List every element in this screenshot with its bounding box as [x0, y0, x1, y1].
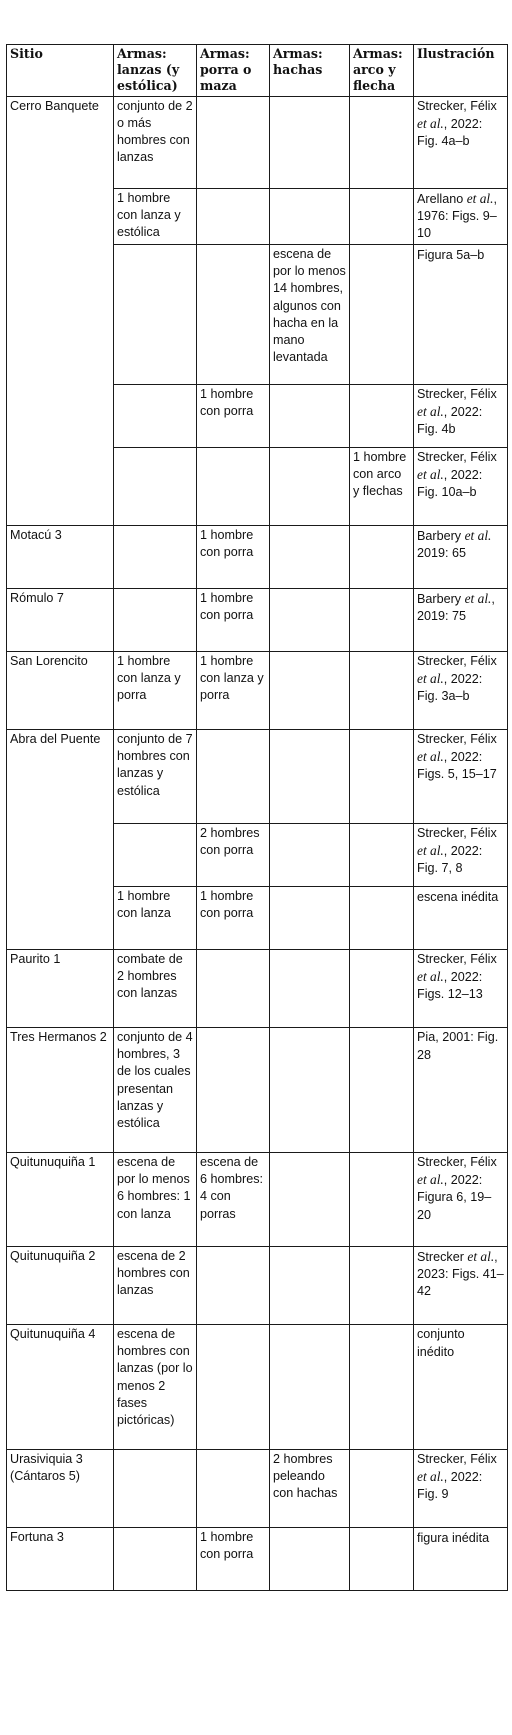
table-row	[7, 1450, 508, 1528]
citation-year: , 2023: Figs. 41–42	[417, 1250, 504, 1299]
weapons-table	[6, 44, 508, 1591]
cell-porra: 1 hombre con lanza y porra	[197, 652, 270, 730]
table-row	[7, 1247, 508, 1325]
cell-porra	[197, 1325, 270, 1450]
header-row	[7, 45, 508, 97]
citation-text: Strecker, Félix	[417, 952, 497, 967]
cell-hachas	[270, 97, 350, 189]
cell-ilustracion	[414, 97, 508, 189]
cell-lanzas: 1 hombre con lanza y porra	[114, 652, 197, 730]
table-row	[7, 1528, 508, 1591]
header-sitio: Sitio	[7, 45, 114, 97]
citation-text: Strecker, Félix	[417, 1452, 497, 1467]
citation-text: Strecker, Félix	[417, 99, 497, 113]
citation-year: , 2022: Fig. 3a–b	[417, 672, 483, 704]
cell-hachas	[270, 1528, 350, 1591]
citation-text: Barbery	[417, 592, 465, 607]
citation-text: Arellano	[417, 192, 467, 206]
table-row	[7, 1325, 508, 1450]
cell-ilustracion	[414, 950, 508, 1028]
table-row	[7, 1028, 508, 1153]
cell-hachas: escena de por lo menos 14 hombres, algunos con hacha en la mano levantada	[270, 245, 350, 385]
cell-arco	[350, 97, 414, 189]
citation-year: , 2022: Fig. 10a–b	[417, 468, 483, 500]
cell-ilustracion	[414, 1153, 508, 1247]
cell-porra	[197, 1247, 270, 1325]
cell-hachas	[270, 824, 350, 887]
citation-year: , 2019: 75	[417, 592, 495, 624]
cell-hachas	[270, 1153, 350, 1247]
cell-hachas	[270, 887, 350, 950]
header-arco: Armas: arco y flecha	[350, 45, 414, 97]
cell-hachas	[270, 448, 350, 526]
cell-porra: escena de 6 hombres: 4 con porras	[197, 1153, 270, 1247]
cell-sitio: Paurito 1	[7, 950, 114, 1028]
cell-arco	[350, 1528, 414, 1591]
cell-lanzas: 1 hombre con lanza y estólica	[114, 189, 197, 245]
citation-etal: et al.	[417, 671, 444, 687]
cell-hachas	[270, 1028, 350, 1153]
cell-lanzas	[114, 824, 197, 887]
cell-arco	[350, 1450, 414, 1528]
cell-lanzas	[114, 1450, 197, 1528]
citation-text: escena inédita	[417, 890, 499, 905]
citation-text: Strecker	[417, 1250, 468, 1265]
cell-hachas	[270, 950, 350, 1028]
cell-hachas	[270, 730, 350, 824]
cell-arco	[350, 887, 414, 950]
cell-lanzas	[114, 448, 197, 526]
cell-arco	[350, 189, 414, 245]
citation-year: , 2022: Fig. 4a–b	[417, 117, 483, 149]
cell-ilustracion	[414, 448, 508, 526]
citation-year: , 2022: Figura 6, 19–20	[417, 1173, 492, 1222]
citation-etal: et al.	[417, 1172, 444, 1188]
table-row	[7, 526, 508, 589]
citation-text: Strecker, Félix	[417, 732, 497, 747]
citation-text: conjunto inédito	[417, 1327, 465, 1360]
citation-text: figura inédita	[417, 1531, 490, 1546]
citation-year: , 1976: Figs. 9–10	[417, 192, 497, 241]
cell-arco	[350, 824, 414, 887]
cell-lanzas: escena de hombres con lanzas (por lo menos 2 fases pictóricas)	[114, 1325, 197, 1450]
cell-ilustracion	[414, 1528, 508, 1591]
cell-ilustracion	[414, 1247, 508, 1325]
weapons-table-page	[6, 44, 507, 1591]
cell-ilustracion	[414, 245, 508, 385]
cell-sitio: Urasiviquia 3 (Cántaros 5)	[7, 1450, 114, 1528]
cell-ilustracion	[414, 189, 508, 245]
cell-porra: 1 hombre con porra	[197, 385, 270, 448]
cell-lanzas	[114, 385, 197, 448]
citation-etal: et al.	[417, 467, 444, 483]
cell-lanzas: 1 hombre con lanza	[114, 887, 197, 950]
cell-arco	[350, 652, 414, 730]
cell-porra: 1 hombre con porra	[197, 526, 270, 589]
citation-text: Strecker, Félix	[417, 387, 497, 402]
header-ilustracion: Ilustración	[414, 45, 508, 97]
cell-sitio: Abra del Puente	[7, 730, 114, 950]
header-hachas: Armas: hachas	[270, 45, 350, 97]
citation-etal: et al.	[464, 528, 492, 544]
citation-etal: et al.	[466, 191, 494, 206]
cell-lanzas: conjunto de 2 o más hombres con lanzas	[114, 97, 197, 189]
cell-ilustracion	[414, 385, 508, 448]
table-row	[7, 1153, 508, 1247]
cell-sitio: Rómulo 7	[7, 589, 114, 652]
cell-sitio: Cerro Banquete	[7, 97, 114, 526]
cell-ilustracion	[414, 1450, 508, 1528]
citation-etal: et al.	[417, 1469, 444, 1485]
cell-sitio: Motacú 3	[7, 526, 114, 589]
cell-sitio: Quitunuquiña 2	[7, 1247, 114, 1325]
cell-porra	[197, 1028, 270, 1153]
cell-sitio: Tres Hermanos 2	[7, 1028, 114, 1153]
cell-porra: 2 hombres con porra	[197, 824, 270, 887]
citation-text: Figura 5a–b	[417, 248, 485, 263]
cell-porra	[197, 245, 270, 385]
cell-hachas	[270, 526, 350, 589]
citation-year: 2019: 65	[417, 546, 467, 561]
cell-porra: 1 hombre con porra	[197, 1528, 270, 1591]
cell-arco: 1 hombre con arco y flechas	[350, 448, 414, 526]
citation-etal: et al.	[417, 749, 444, 765]
header-porra: Armas: porra o maza	[197, 45, 270, 97]
citation-etal: et al.	[464, 591, 492, 607]
header-lanzas: Armas: lanzas (y estólica)	[114, 45, 197, 97]
cell-arco	[350, 1028, 414, 1153]
cell-ilustracion	[414, 652, 508, 730]
cell-lanzas	[114, 526, 197, 589]
citation-year: , 2022: Fig. 9	[417, 1470, 483, 1502]
cell-lanzas: conjunto de 7 hombres con lanzas y estólica	[114, 730, 197, 824]
cell-hachas: 2 hombres peleando con hachas	[270, 1450, 350, 1528]
citation-etal: et al.	[417, 116, 444, 132]
cell-lanzas: combate de 2 hombres con lanzas	[114, 950, 197, 1028]
cell-sitio: Fortuna 3	[7, 1528, 114, 1591]
cell-hachas	[270, 1325, 350, 1450]
cell-arco	[350, 245, 414, 385]
cell-porra: 1 hombre con porra	[197, 589, 270, 652]
cell-lanzas	[114, 245, 197, 385]
table-row	[7, 730, 508, 824]
cell-hachas	[270, 385, 350, 448]
citation-year: , 2022: Figs. 12–13	[417, 970, 483, 1002]
citation-etal: et al.	[467, 1249, 495, 1265]
cell-sitio: San Lorencito	[7, 652, 114, 730]
cell-arco	[350, 1153, 414, 1247]
citation-year: , 2022: Fig. 7, 8	[417, 844, 483, 876]
cell-arco	[350, 950, 414, 1028]
citation-text: Pia, 2001: Fig. 28	[417, 1030, 499, 1063]
cell-ilustracion	[414, 730, 508, 824]
cell-ilustracion	[414, 1325, 508, 1450]
table-row	[7, 589, 508, 652]
table-row	[7, 950, 508, 1028]
citation-etal: et al.	[417, 843, 444, 859]
cell-lanzas: escena de por lo menos 6 hombres: 1 con lanza	[114, 1153, 197, 1247]
cell-porra	[197, 448, 270, 526]
cell-porra	[197, 950, 270, 1028]
table-row	[7, 652, 508, 730]
cell-porra	[197, 730, 270, 824]
citation-text: Strecker, Félix	[417, 1155, 497, 1170]
citation-text: Strecker, Félix	[417, 826, 497, 841]
cell-arco	[350, 526, 414, 589]
cell-arco	[350, 1325, 414, 1450]
cell-lanzas: conjunto de 4 hombres, 3 de los cuales presentan lanzas y estólica	[114, 1028, 197, 1153]
citation-text: Strecker, Félix	[417, 450, 497, 465]
cell-arco	[350, 385, 414, 448]
cell-arco	[350, 730, 414, 824]
cell-arco	[350, 589, 414, 652]
cell-hachas	[270, 189, 350, 245]
cell-hachas	[270, 652, 350, 730]
cell-arco	[350, 1247, 414, 1325]
cell-hachas	[270, 1247, 350, 1325]
citation-text: Strecker, Félix	[417, 654, 497, 669]
cell-porra: 1 hombre con porra	[197, 887, 270, 950]
cell-ilustracion	[414, 887, 508, 950]
cell-ilustracion	[414, 526, 508, 589]
cell-porra	[197, 97, 270, 189]
citation-etal: et al.	[417, 969, 444, 985]
citation-year: , 2022: Figs. 5, 15–17	[417, 750, 497, 782]
citation-text: Barbery	[417, 529, 465, 544]
cell-lanzas	[114, 589, 197, 652]
cell-porra	[197, 1450, 270, 1528]
cell-ilustracion	[414, 824, 508, 887]
citation-year: , 2022: Fig. 4b	[417, 405, 483, 437]
cell-ilustracion	[414, 589, 508, 652]
cell-ilustracion	[414, 1028, 508, 1153]
cell-porra	[197, 189, 270, 245]
cell-lanzas: escena de 2 hombres con lanzas	[114, 1247, 197, 1325]
cell-sitio: Quitunuquiña 4	[7, 1325, 114, 1450]
citation-etal: et al.	[417, 404, 444, 420]
cell-hachas	[270, 589, 350, 652]
cell-sitio: Quitunuquiña 1	[7, 1153, 114, 1247]
table-row	[7, 97, 508, 189]
cell-lanzas	[114, 1528, 197, 1591]
